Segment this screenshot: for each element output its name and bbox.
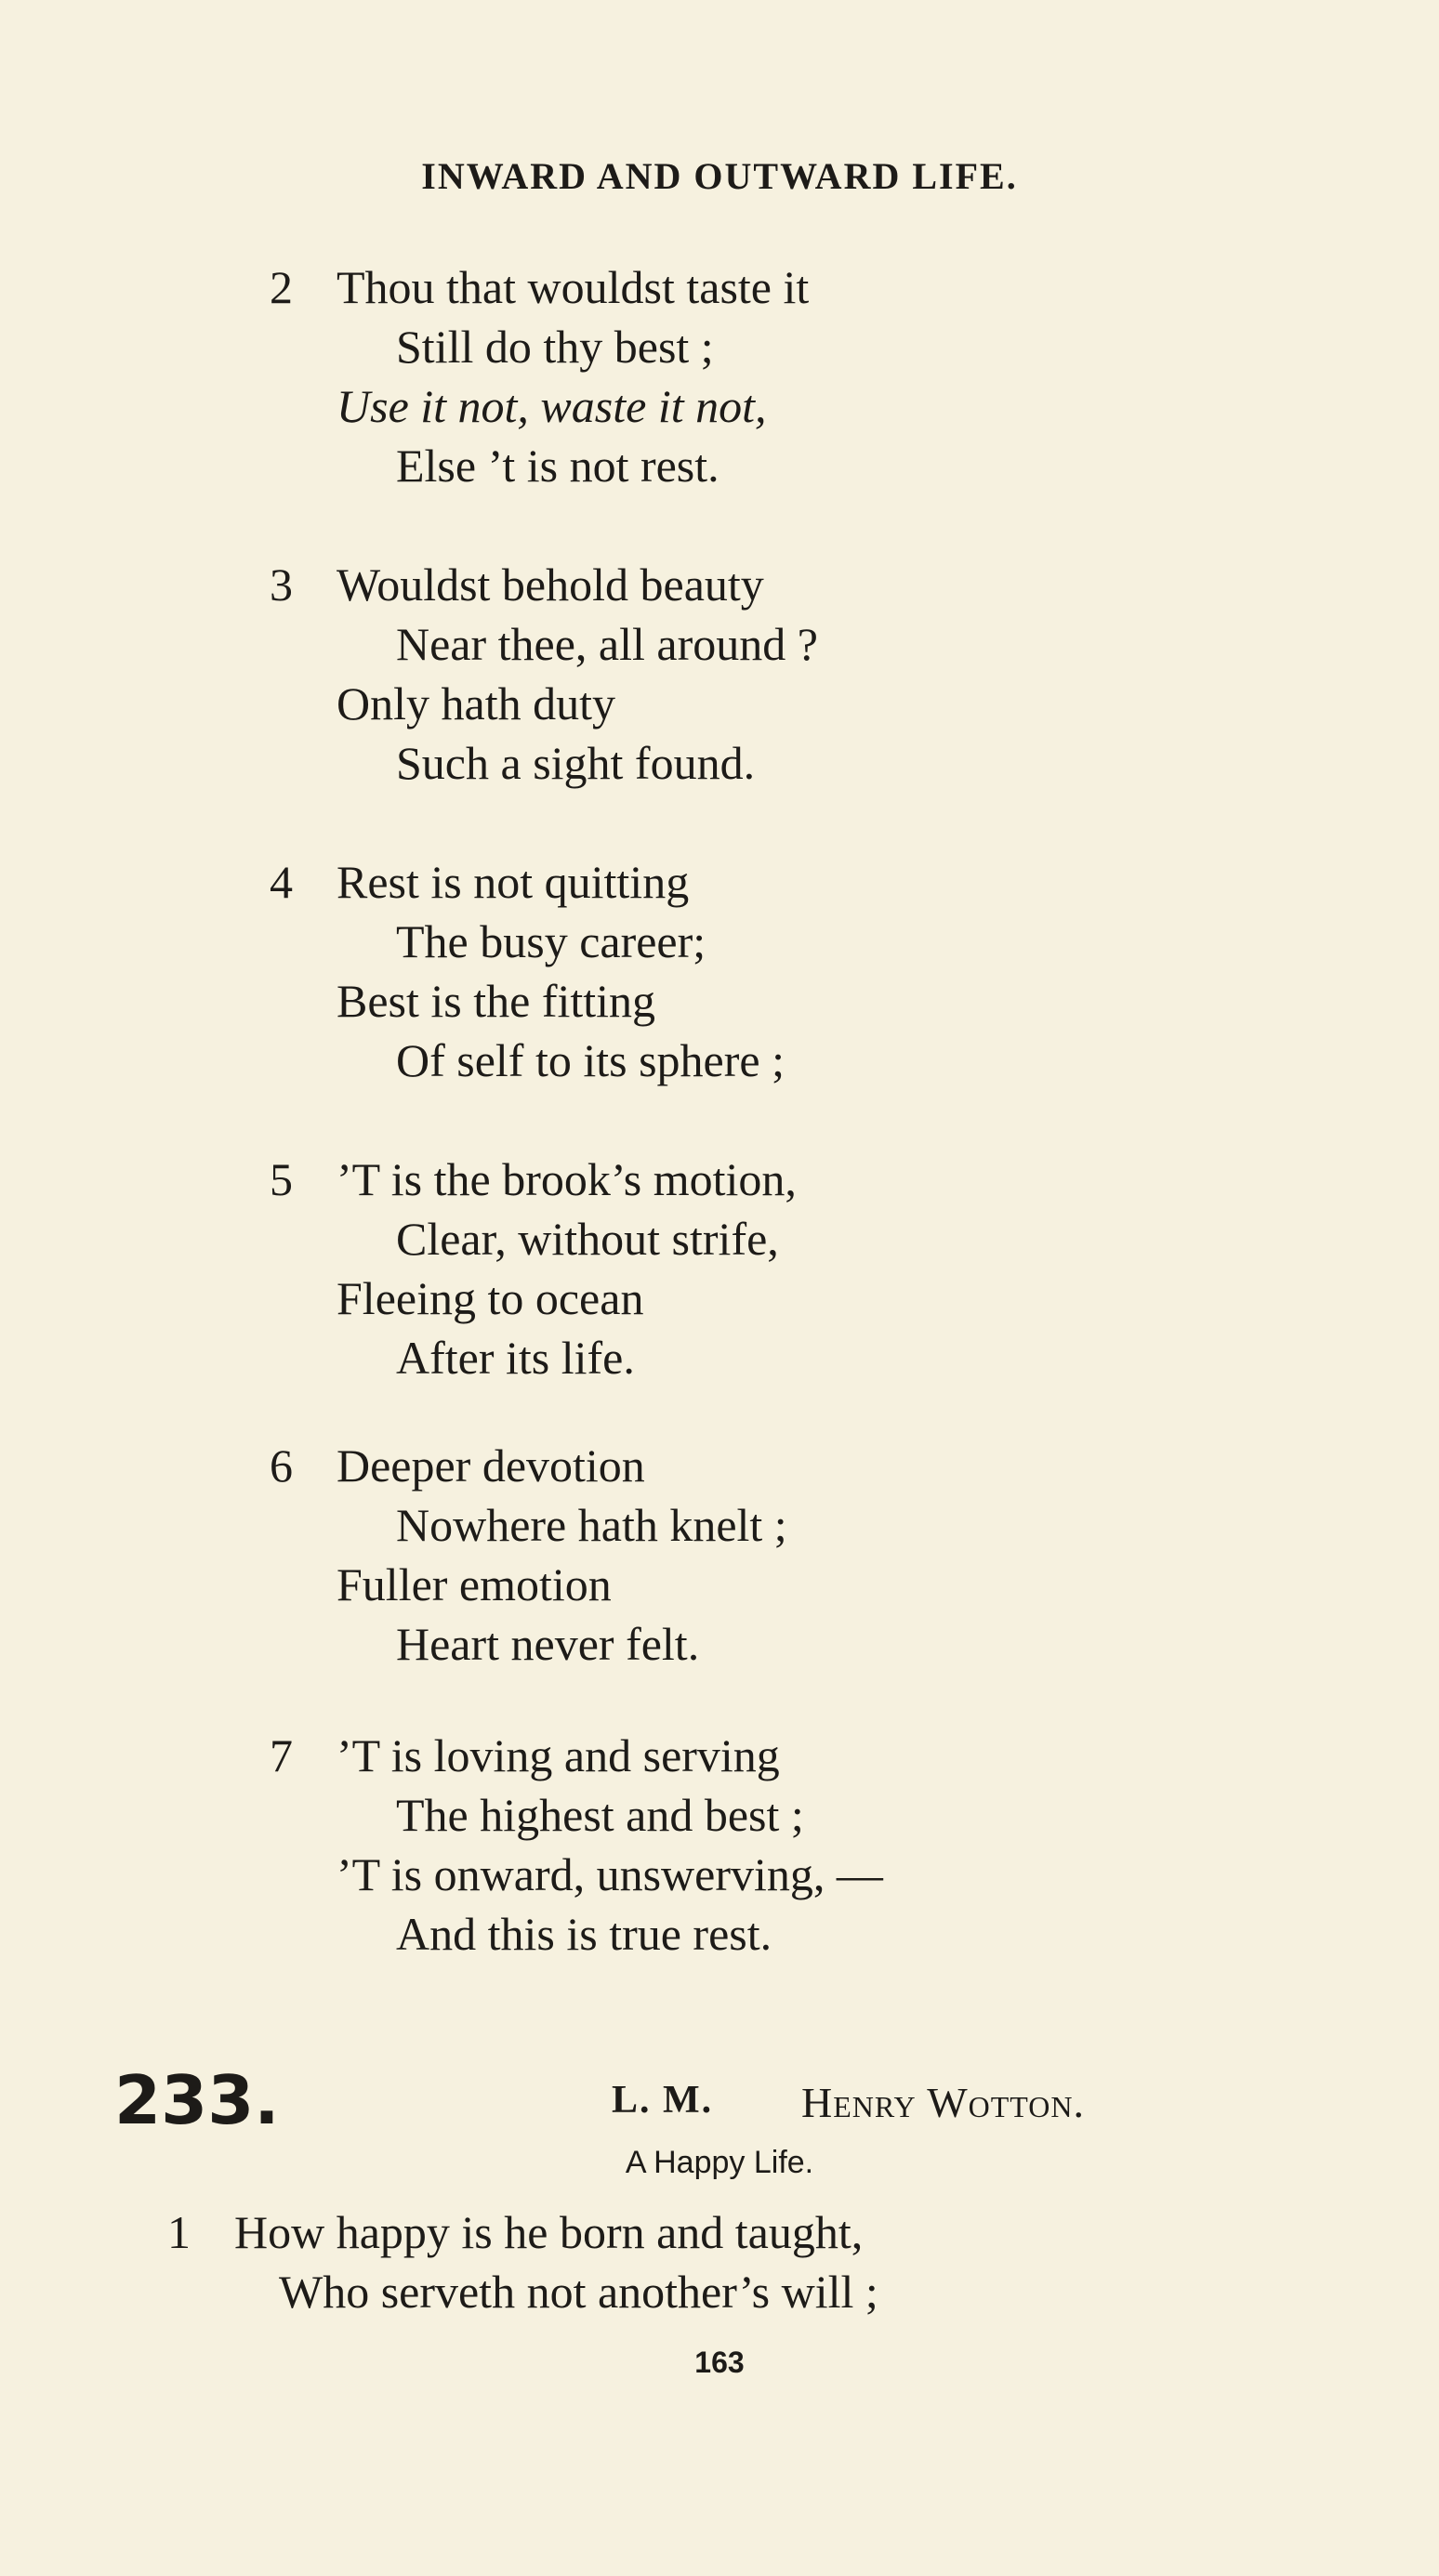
stanza-line: Still do thy best ; <box>396 321 714 373</box>
stanza-number: 1 <box>167 2206 191 2258</box>
stanza-number: 6 <box>270 1439 293 1492</box>
stanza-line: ’T is onward, unswerving, — <box>337 1848 883 1900</box>
stanza-line <box>270 852 689 912</box>
stanza-line: Fuller emotion <box>337 1558 612 1610</box>
stanza-number: 5 <box>270 1153 293 1205</box>
hymn-header <box>0 2061 1439 2139</box>
page-number: 163 <box>694 2346 745 2379</box>
stanza-line: Heart never felt. <box>396 1618 700 1670</box>
stanza-line-text: Thou that wouldst taste it <box>337 261 810 313</box>
stanza-line-text: Rest is not quitting <box>337 856 690 908</box>
stanza-line: Only hath duty <box>337 677 615 729</box>
running-head: INWARD AND OUTWARD LIFE. <box>421 155 1018 197</box>
stanza-line: And this is true rest. <box>396 1908 772 1960</box>
stanza-line: Nowhere hath knelt ; <box>396 1499 787 1551</box>
stanza-line: Else ’t is not rest. <box>396 440 720 492</box>
stanza-line: Fleeing to ocean <box>337 1272 644 1324</box>
stanza-line: The highest and best ; <box>396 1789 804 1841</box>
hymn-author: Henry Wotton. <box>801 2079 1085 2126</box>
stanza-line: Of self to its sphere ; <box>396 1034 785 1086</box>
stanza-line: Near thee, all around ? <box>396 618 818 670</box>
hymn-meter: L. M. <box>612 2079 714 2122</box>
hymn-title: A Happy Life. <box>625 2145 814 2180</box>
stanza-line-text: Wouldst behold beauty <box>337 559 764 611</box>
stanza-line <box>270 257 809 317</box>
stanza-line: The busy career; <box>396 915 706 967</box>
stanza-line <box>270 1150 797 1209</box>
stanza-line-text: Deeper devotion <box>337 1439 645 1492</box>
stanza-line: After its life. <box>396 1332 635 1384</box>
stanza-line: Best is the fitting <box>337 975 656 1027</box>
stanza-line <box>270 1436 645 1495</box>
stanza-number: 2 <box>270 261 293 313</box>
stanza-line <box>270 555 764 614</box>
stanza-number: 7 <box>270 1729 293 1781</box>
stanza-number: 4 <box>270 856 293 908</box>
stanza-line <box>270 1726 780 1785</box>
hymn-line: Who serveth not another’s will ; <box>279 2266 878 2318</box>
stanza-line-text: ’T is the brook’s motion, <box>337 1153 797 1205</box>
stanza-line: Such a sight found. <box>396 737 756 789</box>
hymn-number: 233. <box>114 2061 280 2139</box>
stanza-number: 3 <box>270 559 293 611</box>
stanza-line: Clear, without strife, <box>396 1213 779 1265</box>
stanza-line-text: ’T is loving and serving <box>337 1729 780 1781</box>
hymn-line-text: How happy is he born and taught, <box>234 2206 864 2258</box>
stanza-line: Use it not, waste it not, <box>337 380 767 432</box>
hymn-line <box>167 2202 863 2262</box>
